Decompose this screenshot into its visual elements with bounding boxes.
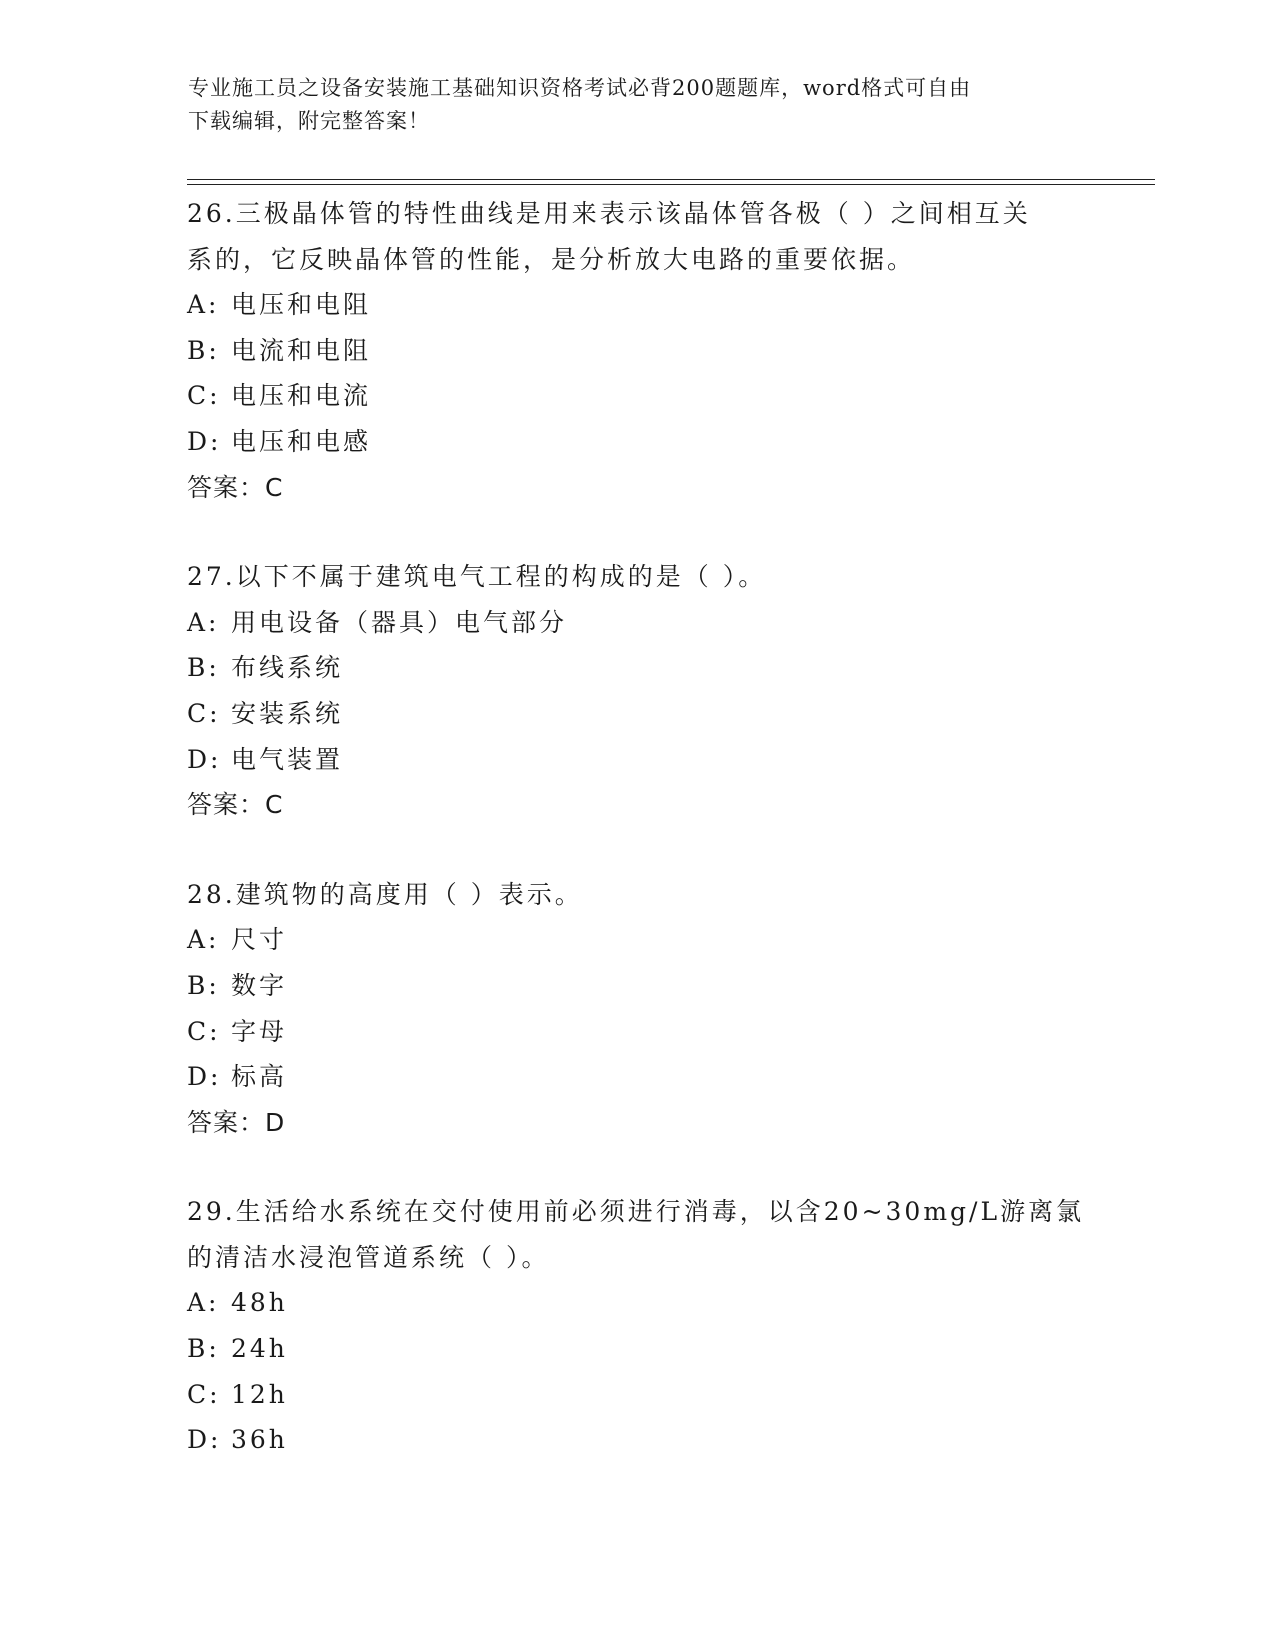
question-item	[187, 1189, 1087, 1463]
option-a	[187, 917, 1087, 963]
option-letter: B:	[187, 1334, 220, 1364]
option-letter: C:	[187, 698, 221, 728]
option-letter: A:	[187, 290, 220, 320]
option-letter: D:	[187, 426, 222, 456]
option-text: 48h	[231, 1288, 288, 1318]
option-text: 24h	[231, 1334, 288, 1364]
option-b	[187, 645, 1087, 691]
option-text: 电压和电阻	[231, 290, 372, 320]
option-d	[187, 737, 1087, 783]
option-text: 用电设备（器具）电气部分	[231, 607, 568, 637]
option-b	[187, 1326, 1087, 1372]
option-letter: B:	[187, 970, 220, 1000]
question-text	[187, 1189, 1087, 1280]
question-number: 28.	[187, 879, 236, 909]
option-a	[187, 1280, 1087, 1326]
option-letter: A:	[187, 1288, 220, 1318]
option-d	[187, 419, 1087, 465]
option-text: 36h	[231, 1425, 288, 1455]
option-letter: A:	[187, 925, 220, 955]
option-text: 布线系统	[231, 653, 344, 683]
option-text: 字母	[231, 1016, 288, 1046]
option-a	[187, 600, 1087, 646]
answer-line: 答案：D	[187, 1107, 286, 1137]
question-line: 的清洁水浸泡管道系统（ ）。	[187, 1242, 550, 1272]
question-number: 29.	[187, 1197, 236, 1227]
question-item	[187, 554, 1087, 828]
question-item	[187, 872, 1087, 1146]
question-line: 建筑物的高度用（ ）表示。	[235, 879, 583, 909]
header-line-1: 专业施工员之设备安装施工基础知识资格考试必背200题题库，word格式可自由	[188, 76, 972, 100]
option-a	[187, 282, 1087, 328]
question-line: 生活给水系统在交付使用前必须进行消毒，以含20~30mg/L游离氯	[235, 1197, 1085, 1227]
question-line: 系的，它反映晶体管的性能，是分析放大电路的重要依据。	[187, 244, 916, 274]
option-text: 标高	[231, 1062, 288, 1092]
option-text: 数字	[231, 970, 288, 1000]
option-letter: D:	[187, 744, 222, 774]
option-text: 安装系统	[231, 698, 344, 728]
option-c	[187, 1372, 1087, 1418]
header-divider-top	[187, 179, 1155, 180]
header-divider-bottom	[187, 184, 1155, 185]
option-text: 电气装置	[231, 744, 344, 774]
question-list	[187, 191, 1087, 1507]
question-number: 26.	[187, 199, 236, 228]
header-line-2: 下载编辑，附完整答案！	[188, 109, 430, 133]
question-number: 27.	[187, 562, 236, 592]
question-item	[187, 191, 1087, 510]
question-text	[187, 872, 1087, 918]
option-letter: C:	[187, 1379, 221, 1409]
option-letter: B:	[187, 653, 220, 683]
option-letter: C:	[187, 1016, 221, 1046]
question-text	[187, 554, 1087, 600]
question-line: 三极晶体管的特性曲线是用来表示该晶体管各极（ ）之间相互关	[235, 199, 1031, 228]
answer-line: 答案：C	[187, 472, 284, 502]
option-text: 尺寸	[231, 925, 288, 955]
document-header	[188, 72, 1088, 138]
question-text	[187, 191, 1087, 282]
option-c	[187, 691, 1087, 737]
option-letter: D:	[187, 1425, 222, 1455]
option-d	[187, 1417, 1087, 1463]
option-text: 电压和电感	[231, 426, 372, 456]
question-line: 以下不属于建筑电气工程的构成的是（ ）。	[235, 562, 767, 592]
option-text: 电流和电阻	[231, 335, 372, 365]
option-letter: C:	[187, 381, 221, 411]
option-text: 电压和电流	[231, 381, 372, 411]
answer-line: 答案：C	[187, 790, 284, 820]
option-d	[187, 1054, 1087, 1100]
option-text: 12h	[231, 1379, 288, 1409]
option-letter: A:	[187, 607, 220, 637]
option-letter: B:	[187, 335, 220, 365]
option-c	[187, 373, 1087, 419]
option-letter: D:	[187, 1062, 222, 1092]
option-b	[187, 328, 1087, 374]
option-c	[187, 1009, 1087, 1055]
option-b	[187, 963, 1087, 1009]
